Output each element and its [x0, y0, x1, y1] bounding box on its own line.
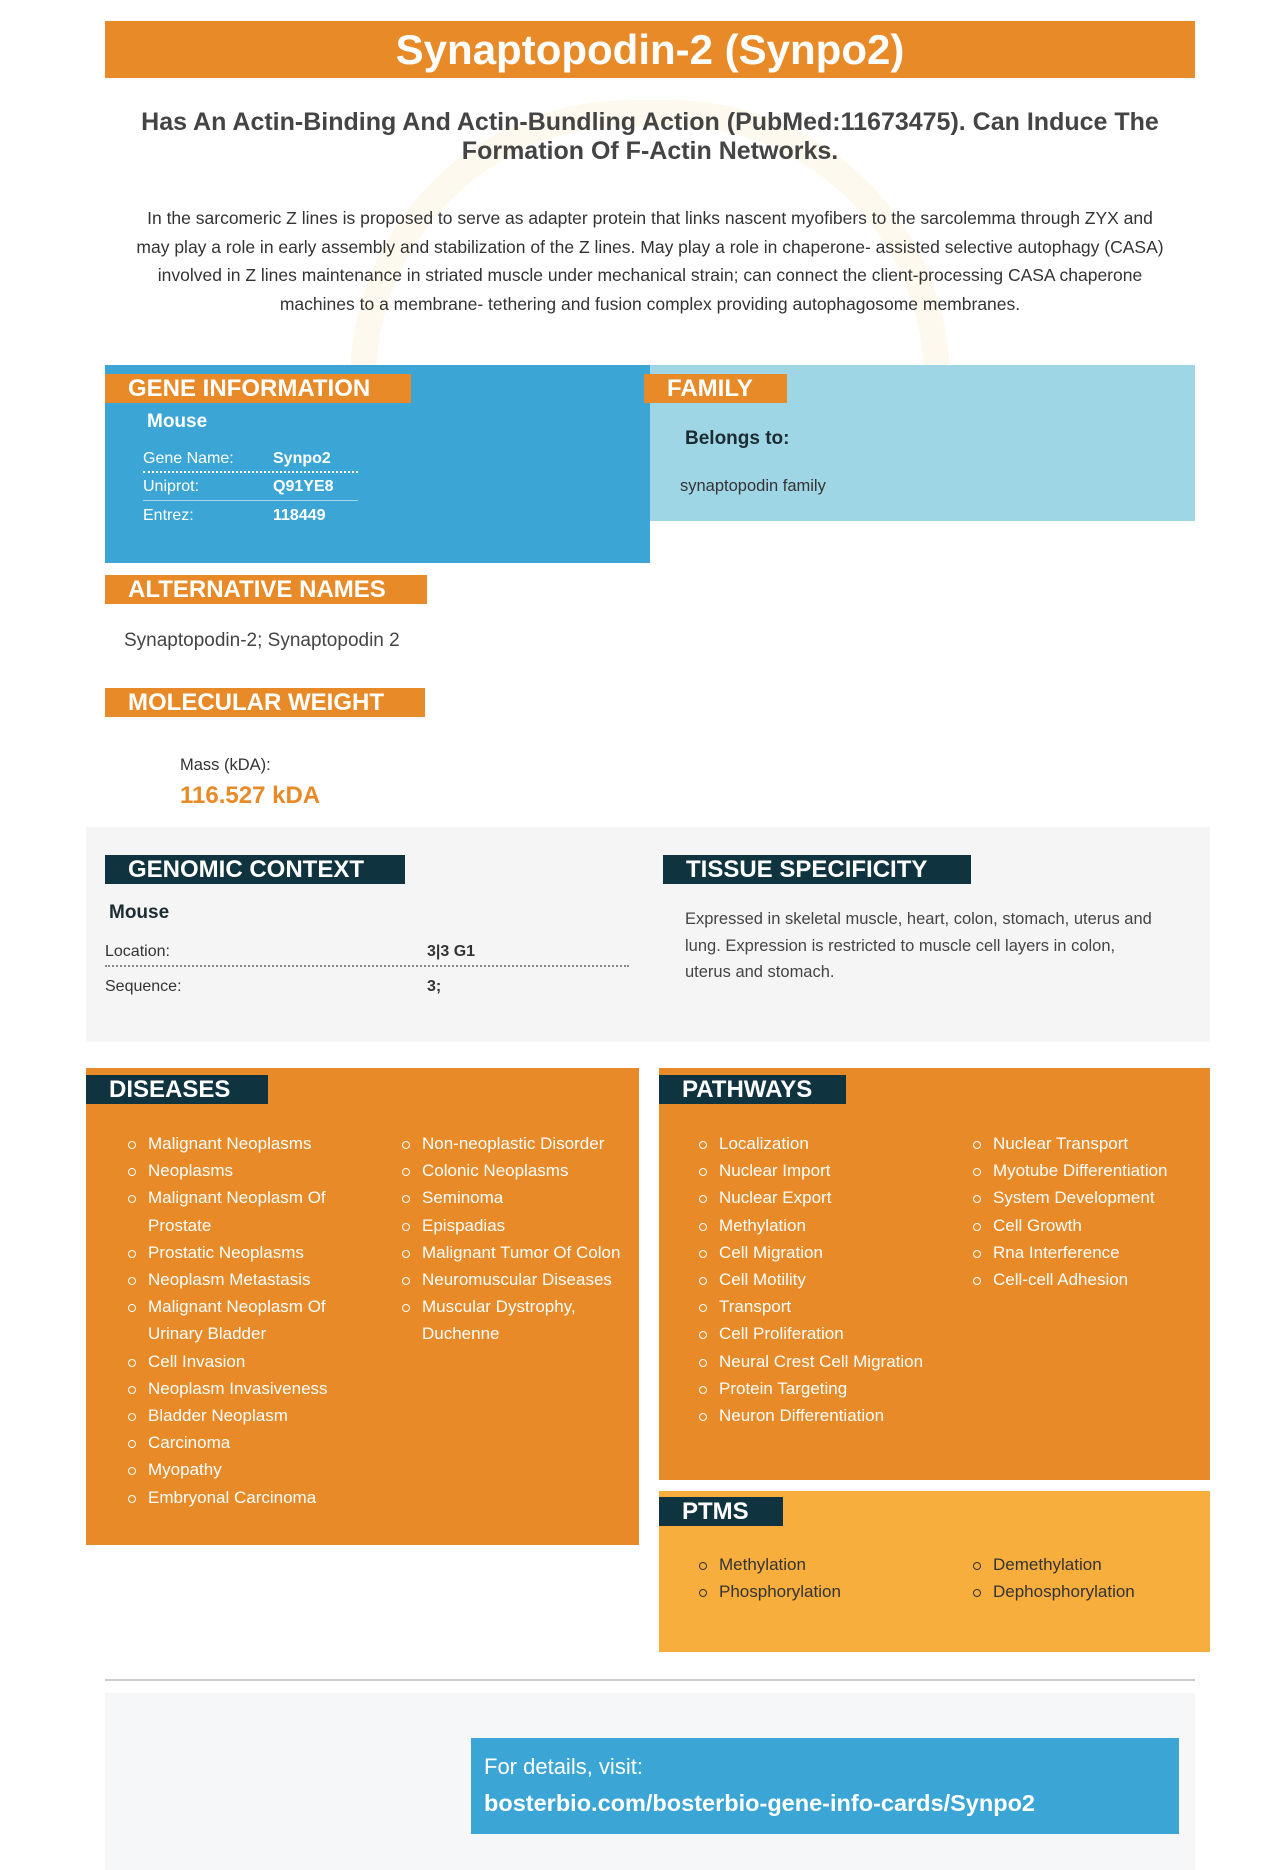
diseases-panel — [86, 1068, 639, 1545]
diseases-heading: DISEASES — [86, 1075, 268, 1104]
tissue-specificity-text: Expressed in skeletal muscle, heart, colon, stomach, uterus and lung. Expression is restricted to muscle cell layers in colon, uterus and stomach. — [685, 910, 1152, 981]
pathway-item: Neural Crest Cell Migration — [699, 1348, 939, 1375]
disease-item: Neoplasms — [128, 1157, 368, 1184]
title-bar — [105, 21, 1195, 78]
disease-item: Bladder Neoplasm — [128, 1402, 368, 1429]
entrez-value[interactable]: 118449 — [273, 506, 326, 524]
disease-item: Non-neoplastic Disorder — [402, 1130, 632, 1157]
uniprot-label: Uniprot: — [143, 478, 200, 495]
location-value: 3|3 G1 — [427, 943, 476, 960]
pathway-item: Localization — [699, 1130, 939, 1157]
disease-item: Epispadias — [402, 1212, 632, 1239]
entrez-label: Entrez: — [143, 506, 194, 524]
disease-item: Malignant Neoplasms — [128, 1130, 368, 1157]
ptm-item: Methylation — [699, 1551, 939, 1578]
entrez-row — [143, 502, 358, 529]
pathway-item: Transport — [699, 1293, 939, 1320]
uniprot-row — [143, 474, 358, 501]
pathways-heading: PATHWAYS — [659, 1075, 846, 1104]
ptms-list-col2 — [973, 1551, 1208, 1605]
mass-value: 116.527 kDA — [180, 782, 321, 809]
details-label: For details, visit: — [484, 1754, 643, 1779]
mass-label: Mass (kDA): — [180, 756, 271, 774]
pathway-item: Protein Targeting — [699, 1375, 939, 1402]
location-label: Location: — [105, 943, 170, 960]
disease-item: Malignant Neoplasm Of Prostate — [128, 1184, 368, 1238]
genomic-context-organism: Mouse — [109, 902, 170, 923]
pathway-item: Methylation — [699, 1212, 939, 1239]
gene-name-label: Gene Name: — [143, 449, 234, 467]
disease-item: Malignant Tumor Of Colon — [402, 1239, 632, 1266]
genomic-context-heading: GENOMIC CONTEXT — [105, 855, 405, 884]
family-heading-label: FAMILY — [644, 374, 787, 403]
page-subtitle: Has An Actin-Binding And Actin-Bundling Action (PubMed:11673475). Can Induce The Formation Of F-Actin Networks. — [141, 108, 1159, 165]
family-heading: Belongs to: — [685, 428, 790, 449]
gene-info-organism: Mouse — [147, 411, 208, 432]
pathway-item: Cell Motility — [699, 1266, 939, 1293]
pathway-item: Rna Interference — [973, 1239, 1208, 1266]
pathways-panel — [659, 1068, 1210, 1480]
footer-divider — [105, 1679, 1195, 1681]
alternative-names-heading: ALTERNATIVE NAMES — [105, 575, 427, 604]
ptms-heading: PTMS — [659, 1497, 783, 1526]
sequence-value: 3; — [427, 978, 442, 995]
disease-item: Embryonal Carcinoma — [128, 1484, 368, 1511]
disease-item: Muscular Dystrophy, Duchenne — [402, 1293, 632, 1347]
disease-item: Cell Invasion — [128, 1348, 368, 1375]
disease-item: Neuromuscular Diseases — [402, 1266, 632, 1293]
sequence-row — [105, 973, 629, 1001]
pathway-item: Cell Growth — [973, 1212, 1208, 1239]
pathway-item: Nuclear Export — [699, 1184, 939, 1211]
details-link[interactable]: bosterbio.com/bosterbio-gene-info-cards/Synpo2 — [484, 1790, 1035, 1816]
gene-name-row — [143, 446, 358, 473]
disease-item: Colonic Neoplasms — [402, 1157, 632, 1184]
disease-item: Neoplasm Invasiveness — [128, 1375, 368, 1402]
gene-name-value: Synpo2 — [273, 449, 331, 467]
diseases-list-col2 — [402, 1130, 632, 1348]
disease-item: Myopathy — [128, 1456, 368, 1483]
disease-item: Malignant Neoplasm Of Urinary Bladder — [128, 1293, 368, 1347]
disease-item: Carcinoma — [128, 1429, 368, 1456]
tissue-specificity-heading: TISSUE SPECIFICITY — [663, 855, 971, 884]
ptms-list-col1 — [699, 1551, 939, 1605]
ptm-item: Dephosphorylation — [973, 1578, 1208, 1605]
protein-description: In the sarcomeric Z lines is proposed to serve as adapter protein that links nascent myofibers to the sarcolemma through ZYX and may play a role in early assembly and stabilization of the Z lines. May play a role in chaperone- assisted selective autophagy (CASA) involved in Z lines maintenance in striated muscle under mechanical strain; can connect the client-processing CASA chaperone machines to a membrane- tethering and fusion complex providing autophagosome membranes. — [136, 208, 1164, 314]
pathways-list-col2 — [973, 1130, 1208, 1293]
pathway-item: Myotube Differentiation — [973, 1157, 1208, 1184]
location-row — [105, 939, 629, 967]
family-value: synaptopodin family — [680, 477, 826, 495]
gene-information-heading: GENE INFORMATION — [105, 374, 411, 403]
disease-item: Prostatic Neoplasms — [128, 1239, 368, 1266]
sequence-label: Sequence: — [105, 978, 182, 995]
ptm-item: Phosphorylation — [699, 1578, 939, 1605]
pathway-item: Neuron Differentiation — [699, 1402, 939, 1429]
ptm-item: Demethylation — [973, 1551, 1208, 1578]
pathway-item: Cell Migration — [699, 1239, 939, 1266]
pathway-item: Cell Proliferation — [699, 1320, 939, 1347]
pathway-item: System Development — [973, 1184, 1208, 1211]
pathway-item: Nuclear Import — [699, 1157, 939, 1184]
molecular-weight-heading: MOLECULAR WEIGHT — [105, 688, 425, 717]
disease-item: Neoplasm Metastasis — [128, 1266, 368, 1293]
details-box[interactable] — [471, 1738, 1179, 1834]
alternative-names-value: Synaptopodin-2; Synaptopodin 2 — [124, 630, 400, 651]
diseases-list-col1 — [128, 1130, 368, 1511]
uniprot-value[interactable]: Q91YE8 — [273, 478, 334, 495]
page-title: Synaptopodin-2 (Synpo2) — [395, 25, 905, 73]
pathways-list-col1 — [699, 1130, 939, 1429]
disease-item: Seminoma — [402, 1184, 632, 1211]
pathway-item: Nuclear Transport — [973, 1130, 1208, 1157]
pathway-item: Cell-cell Adhesion — [973, 1266, 1208, 1293]
